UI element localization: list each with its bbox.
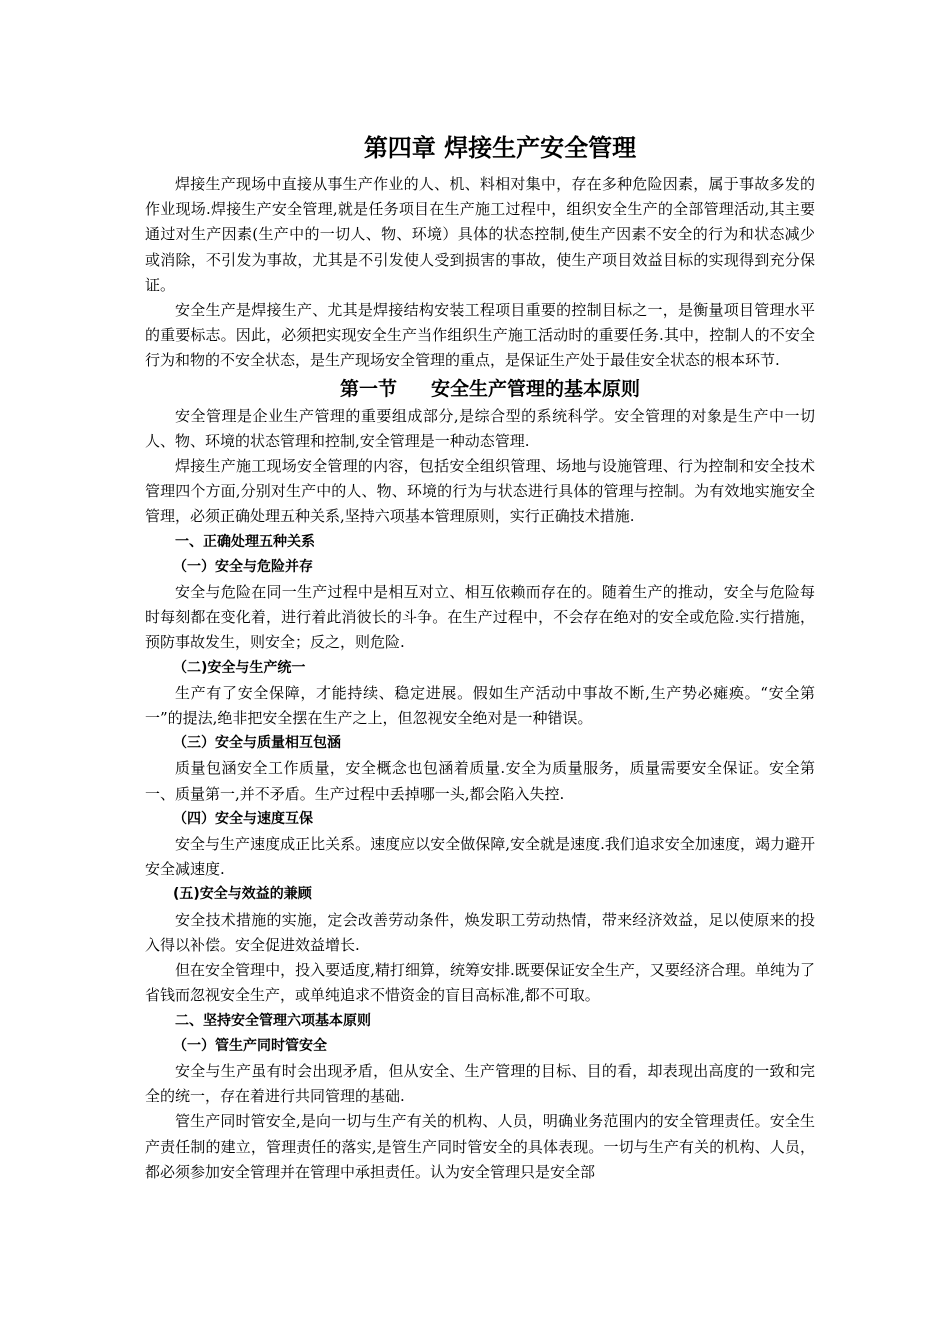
subheading-safety-benefit: (五)安全与效益的兼顾 (173, 886, 312, 903)
paragraph-safety-production: 生产有了安全保障，才能持续、稳定进展。假如生产活动中事故不断,生产势必瘫痪。“安全第一”的提法,绝非把安全摆在生产之上，但忽视安全绝对是一种错误。 (145, 683, 815, 728)
subheading-manage-production-safety: （一）管生产同时管安全 (173, 1037, 327, 1054)
document-page (145, 128, 815, 1185)
paragraph-manage-production-safety-2: 管生产同时管安全,是向一切与生产有关的机构、人员，明确业务范围内的安全管理责任。安全生产责任制的建立，管理责任的落实,是管生产同时管安全的具体表现。一切与生产有关的机构、人员，都必须参加安全管理并在管理中承担责任。认为安全管理只是安全部 (145, 1112, 815, 1181)
subheading-safety-quality: （三）安全与质量相互包涵 (173, 735, 341, 752)
section-paragraph-1: 安全管理是企业生产管理的重要组成部分,是综合型的系统科学。安全管理的对象是生产中一切人、物、环境的状态管理和控制,安全管理是一种动态管理. (145, 406, 815, 450)
paragraph-safety-danger: 安全与危险在同一生产过程中是相互对立、相互依赖而存在的。随着生产的推动，安全与危险每时每刻都在变化着，进行着此消彼长的斗争。在生产过程中，不会存在绝对的安全或危险.实行措施，预防事故发生，则安全；反之，则危险. (145, 583, 815, 652)
section-heading: 安全生产管理的基本原则 (431, 377, 641, 400)
paragraph-manage-production-safety-1: 安全与生产虽有时会出现矛盾，但从安全、生产管理的目标、目的看，却表现出高度的一致和完全的统一，存在着进行共同管理的基础. (145, 1061, 815, 1106)
subheading-safety-danger: （一）安全与危险并存 (173, 558, 313, 575)
paragraph-safety-benefit-2: 但在安全管理中，投入要适度,精打细算，统筹安排.既要保证安全生产，又要经济合理。单纯为了省钱而忽视安全生产，或单纯追求不惜资金的盲目高标准,都不可取。 (145, 961, 815, 1005)
section-paragraph-2: 焊接生产施工现场安全管理的内容，包括安全组织管理、场地与设施管理、行为控制和安全技术管理四个方面,分别对生产中的人、物、环境的行为与状态进行具体的管理与控制。为有效地实施安全管理，必须正确处理五种关系,坚持六项基本管理原则，实行正确技术措施. (145, 457, 815, 526)
paragraph-safety-quality: 质量包涵安全工作质量，安全概念也包涵着质量.安全为质量服务，质量需要安全保证。安全第一、质量第一,并不矛盾。生产过程中丢掉哪一头,都会陷入失控. (145, 759, 815, 803)
chapter-title: 第四章 焊接生产安全管理 (363, 134, 637, 162)
subheading-safety-speed: （四）安全与速度互保 (173, 810, 313, 827)
intro-paragraph-1: 焊接生产现场中直接从事生产作业的人、机、料相对集中，存在多种危险因素，属于事故多发的作业现场.焊接生产安全管理,就是任务项目在生产施工过程中，组织安全生产的全部管理活动,其主要通过对生产因素(生产中的一切人、物、环境）具体的状态控制,使生产因素不安全的行为和状态减少或消除，不引发为事故，尤其是不引发使人受到损害的事故，使生产项目效益目标的实现得到充分保证。 (145, 175, 815, 294)
subheading-safety-production: （二)安全与生产统一 (173, 659, 306, 676)
paragraph-safety-benefit-1: 安全技术措施的实施，定会改善劳动条件，焕发职工劳动热情，带来经济效益，足以使原来的投入得以补偿。安全促进效益增长. (145, 910, 815, 954)
part2-heading: 二、坚持安全管理六项基本原则 (175, 1012, 371, 1029)
section-number: 第一节 (339, 377, 397, 400)
section-title (145, 374, 815, 404)
part1-heading: 一、正确处理五种关系 (175, 533, 315, 550)
intro-paragraph-2: 安全生产是焊接生产、尤其是焊接结构安装工程项目重要的控制目标之一，是衡量项目管理水平的重要标志。因此，必须把实现安全生产当作组织生产施工活动时的重要任务.其中，控制人的不安全行为和物的不安全状态，是生产现场安全管理的重点，是保证生产处于最佳安全状态的根本环节. (145, 301, 815, 370)
paragraph-safety-speed: 安全与生产速度成正比关系。速度应以安全做保障,安全就是速度.我们追求安全加速度，竭力避开安全减速度. (145, 835, 815, 879)
